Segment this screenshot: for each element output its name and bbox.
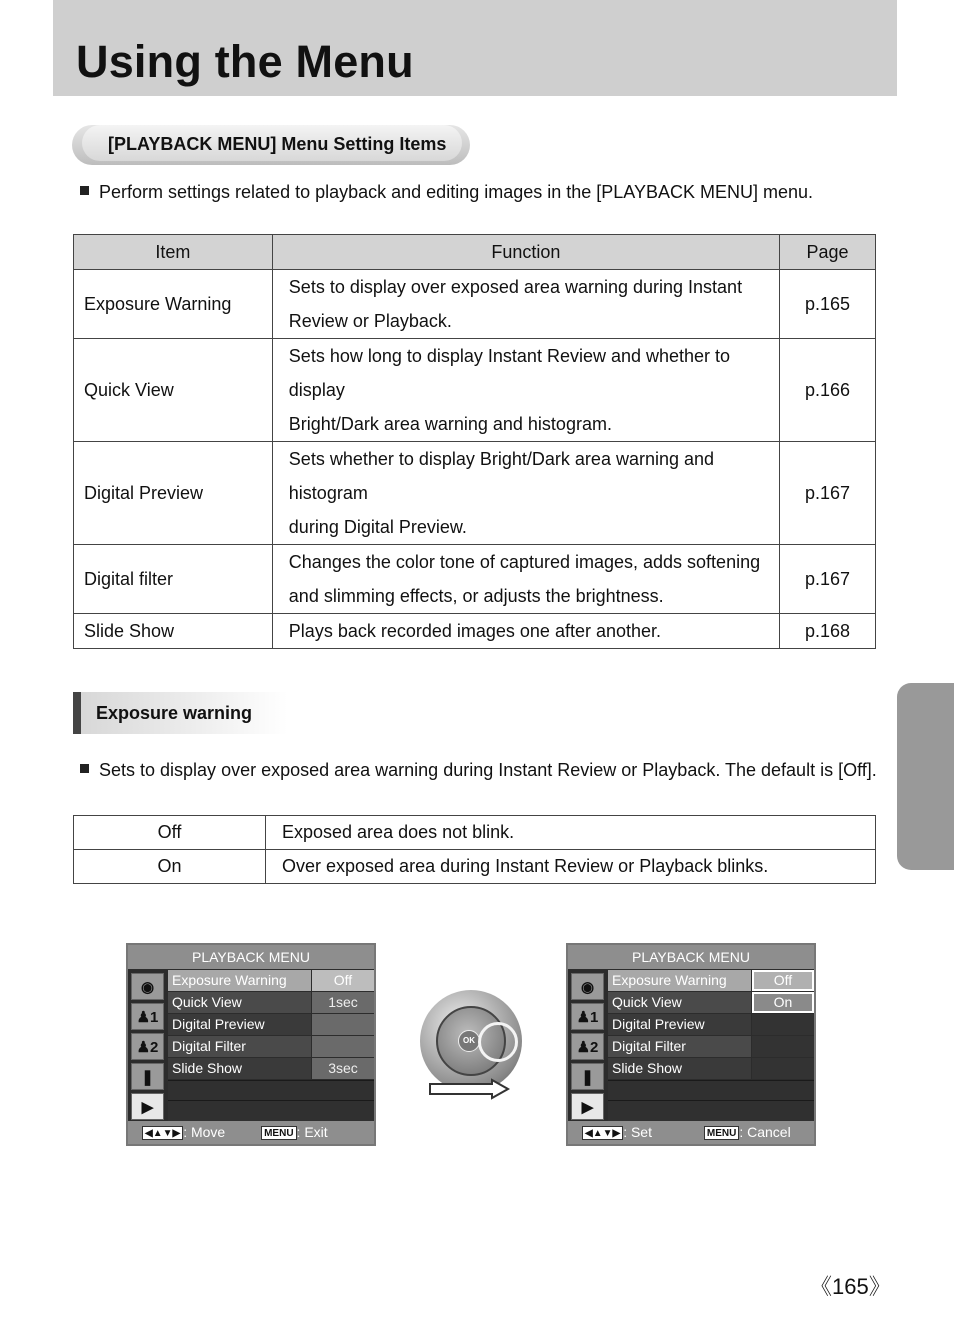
highlight-ring	[478, 1022, 518, 1062]
four-way-key-icon: ◀▲▼▶	[582, 1126, 623, 1140]
menu-key: MENU	[704, 1126, 739, 1140]
lcd-row: Quick View	[168, 992, 311, 1013]
row-function-line: Bright/Dark area warning and histogram.	[288, 414, 612, 434]
row-function-line: Sets how long to display Instant Review and whether to display	[288, 346, 731, 400]
lcd-option-on: On	[752, 992, 814, 1013]
lcd-tab-icons	[569, 971, 606, 1121]
page-title: Using the Menu	[76, 36, 414, 87]
subheading: Exposure warning	[96, 703, 253, 723]
intro-text	[80, 182, 813, 203]
lcd-row: Quick View	[608, 992, 751, 1013]
row-item: Exposure Warning	[74, 270, 273, 339]
option-desc: Exposed area does not blink.	[266, 816, 876, 850]
option-value: On	[74, 850, 266, 884]
lcd-footer-move: : Move	[183, 1124, 226, 1140]
option-row	[74, 850, 876, 884]
table-row	[74, 614, 876, 649]
row-function: Plays back recorded images one after another.	[272, 614, 779, 649]
lcd-footer-exit: : Exit	[296, 1124, 328, 1140]
lcd-footer-set: : Set	[623, 1124, 652, 1140]
lcd-row: Exposure Warning	[168, 970, 311, 991]
header-page: Page	[780, 235, 876, 270]
lcd-value-empty	[752, 1058, 814, 1079]
lcd-option-off: Off	[752, 970, 814, 991]
camera-icon: ◉	[571, 973, 604, 1000]
lcd-value	[312, 1014, 374, 1035]
row-page: p.165	[780, 270, 876, 339]
lcd-row: Digital Preview	[608, 1014, 751, 1035]
lcd-value: 3sec	[312, 1058, 374, 1079]
table-row	[74, 270, 876, 339]
arrow-right-icon	[428, 1078, 512, 1100]
lcd-empty-row	[608, 1100, 814, 1121]
lcd-row: Exposure Warning	[608, 970, 751, 991]
lcd-title: PLAYBACK MENU	[128, 945, 374, 969]
row-function-line: Sets to display over exposed area warning during Instant	[288, 277, 743, 297]
menu-key: MENU	[261, 1126, 296, 1140]
lcd-footer	[128, 1121, 374, 1144]
lcd-value-empty	[752, 1036, 814, 1057]
row-function	[272, 442, 779, 545]
user1-icon: ♟1	[131, 1003, 164, 1030]
lcd-row: Slide Show	[168, 1058, 311, 1079]
intro-text-content: Perform settings related to playback and editing images in the [PLAYBACK MENU] menu.	[99, 182, 814, 202]
exposure-intro-content: Sets to display over exposed area warning during Instant Review or Playback. The default is [Off].	[99, 760, 877, 780]
lcd-tab-icons	[129, 971, 166, 1121]
page-number: 《165》	[810, 1274, 891, 1299]
camera-icon: ◉	[131, 973, 164, 1000]
option-desc: Over exposed area during Instant Review or Playback blinks.	[266, 850, 876, 884]
lcd-value: Off	[312, 970, 374, 991]
row-function-line: during Digital Preview.	[288, 517, 467, 537]
user2-icon: ♟2	[571, 1033, 604, 1060]
lcd-value	[312, 1036, 374, 1057]
lcd-screen-right	[566, 943, 816, 1146]
lcd-title: PLAYBACK MENU	[568, 945, 814, 969]
bullet-square-icon	[80, 764, 89, 773]
menu-items-table	[73, 234, 876, 649]
exposure-intro-text	[80, 760, 877, 781]
four-way-key-icon: ◀▲▼▶	[142, 1126, 183, 1140]
option-value: Off	[74, 816, 266, 850]
ok-button-icon: OK	[458, 1030, 480, 1052]
options-table	[73, 815, 876, 884]
row-page: p.166	[780, 339, 876, 442]
playback-icon: ▶	[571, 1093, 604, 1120]
chapter-side-tab	[897, 683, 954, 870]
lcd-value-empty	[752, 1014, 814, 1035]
row-function-line: and slimming effects, or adjusts the brightness.	[288, 586, 664, 606]
row-function-line: Sets whether to display Bright/Dark area warning and histogram	[288, 449, 715, 503]
wrench-icon: ❚	[131, 1063, 164, 1090]
lcd-row: Digital Filter	[608, 1036, 751, 1057]
lcd-screen-left	[126, 943, 376, 1146]
row-function	[272, 545, 779, 614]
row-page: p.167	[780, 545, 876, 614]
wrench-icon: ❚	[571, 1063, 604, 1090]
user1-icon: ♟1	[571, 1003, 604, 1030]
row-item: Slide Show	[74, 614, 273, 649]
section-heading: [PLAYBACK MENU] Menu Setting Items	[108, 134, 447, 154]
row-item: Digital Preview	[74, 442, 273, 545]
option-row	[74, 816, 876, 850]
lcd-footer	[568, 1121, 814, 1144]
playback-icon: ▶	[131, 1093, 164, 1120]
lcd-row: Slide Show	[608, 1058, 751, 1079]
lcd-row: Digital Filter	[168, 1036, 311, 1057]
table-header-row	[74, 235, 876, 270]
row-item: Digital filter	[74, 545, 273, 614]
subheading-bar-edge	[73, 692, 81, 734]
header-item: Item	[74, 235, 273, 270]
row-function-line: Review or Playback.	[288, 311, 452, 331]
row-page: p.167	[780, 442, 876, 545]
lcd-value: 1sec	[312, 992, 374, 1013]
lcd-empty-row	[608, 1080, 814, 1100]
lcd-row: Digital Preview	[168, 1014, 311, 1035]
lcd-empty-row	[168, 1100, 374, 1121]
row-page: p.168	[780, 614, 876, 649]
table-row	[74, 545, 876, 614]
lcd-footer-cancel: : Cancel	[739, 1124, 791, 1140]
user2-icon: ♟2	[131, 1033, 164, 1060]
bullet-square-icon	[80, 186, 89, 195]
row-function	[272, 270, 779, 339]
lcd-empty-row	[168, 1080, 374, 1100]
row-item: Quick View	[74, 339, 273, 442]
header-function: Function	[272, 235, 779, 270]
table-row	[74, 442, 876, 545]
table-row	[74, 339, 876, 442]
row-function-line: Changes the color tone of captured images, adds softening	[288, 552, 761, 572]
row-function	[272, 339, 779, 442]
